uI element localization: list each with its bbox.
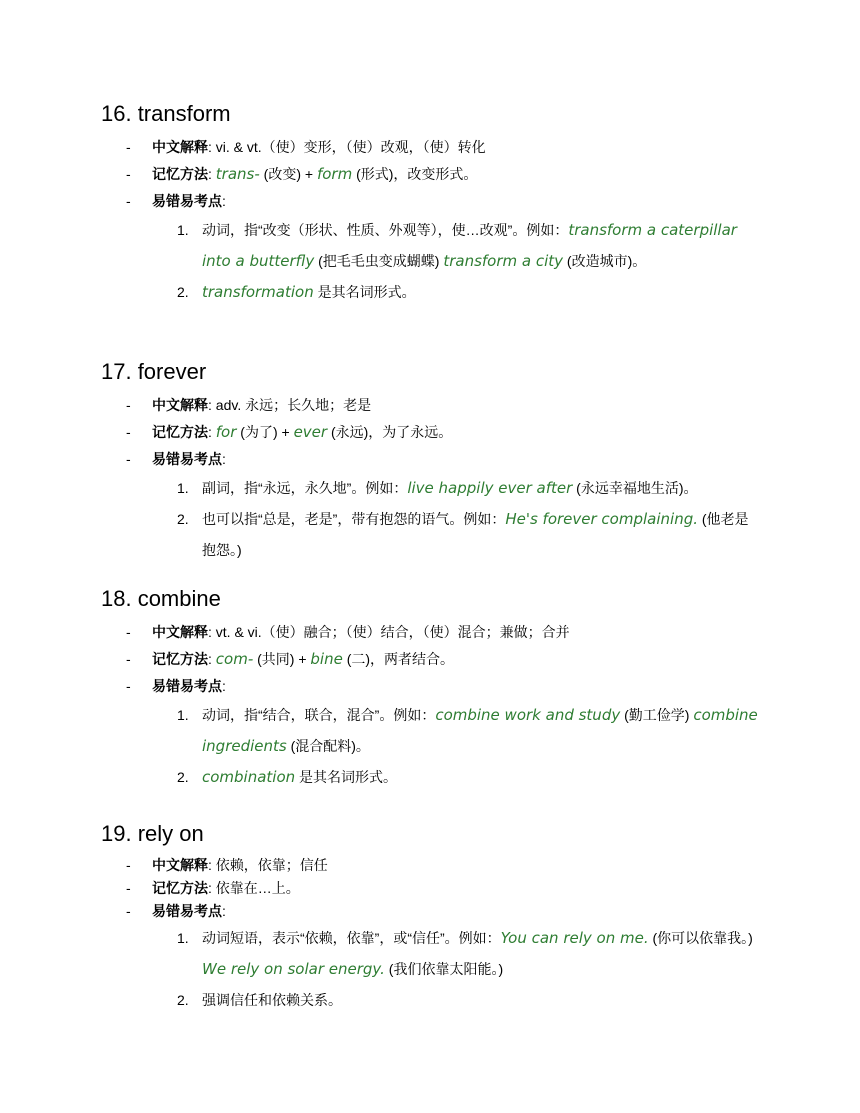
point-number: 2. xyxy=(177,992,189,1008)
text-run: 强调信任和依赖关系。 xyxy=(202,992,342,1008)
english-example: We rely on solar energy. xyxy=(202,960,385,978)
point-text xyxy=(202,769,397,785)
point-number: 1. xyxy=(177,480,189,496)
meaning-line xyxy=(101,619,781,646)
point-number: 1. xyxy=(177,930,189,946)
meaning-label: 中文解释 xyxy=(152,139,208,155)
memory-text xyxy=(208,651,454,667)
point-item xyxy=(101,473,762,504)
english-example: You can rely on me. xyxy=(500,929,649,947)
english-example: form xyxy=(316,165,353,183)
entry-heading: 16. transform xyxy=(101,101,231,126)
point-item xyxy=(101,985,762,1016)
bullet-dash: - xyxy=(126,397,131,413)
entry-heading: 18. combine xyxy=(101,586,221,611)
points-label: 易错易考点 xyxy=(152,193,222,209)
memory-line xyxy=(101,419,781,446)
meaning-text: : 依赖，依靠；信任 xyxy=(208,857,328,873)
bullet-dash: - xyxy=(126,166,131,182)
bullet-dash: - xyxy=(126,857,131,873)
points-label: 易错易考点 xyxy=(152,451,222,467)
english-example: combine ingredients xyxy=(202,706,758,755)
text-run: (把毛毛虫变成蝴蝶) xyxy=(314,253,444,269)
english-example: transform a caterpillar into a butterfly xyxy=(202,221,737,270)
text-run: 动词短语，表示“依赖，依靠”，或“信任”。例如： xyxy=(202,930,501,946)
memory-label: 记忆方法 xyxy=(152,651,208,667)
point-text xyxy=(202,992,342,1008)
vocab-entry-transform xyxy=(101,100,781,308)
text-run: (共同) + xyxy=(253,651,311,667)
point-number: 2. xyxy=(177,511,189,527)
point-number: 1. xyxy=(177,707,189,723)
memory-label: 记忆方法 xyxy=(152,880,208,896)
points-line xyxy=(101,446,781,473)
meaning-text: : vt. & vi.（使）融合；（使）结合，（使）混合；兼做；合并 xyxy=(208,624,570,640)
english-example: transformation xyxy=(202,283,314,301)
text-run: (永远)，为了永远。 xyxy=(327,424,453,440)
english-example: bine xyxy=(310,650,343,668)
memory-line xyxy=(101,161,781,188)
bullet-dash: - xyxy=(126,624,131,640)
point-item xyxy=(101,700,762,762)
english-example: combination xyxy=(202,768,296,786)
memory-line xyxy=(101,646,781,673)
point-number: 2. xyxy=(177,769,189,785)
text-run: (混合配料)。 xyxy=(286,738,370,754)
text-run: 是其名词形式。 xyxy=(295,769,398,785)
memory-label: 记忆方法 xyxy=(152,424,208,440)
meaning-line xyxy=(101,854,781,877)
point-item xyxy=(101,215,762,277)
point-text xyxy=(202,222,737,269)
text-run: 动词，指“结合，联合，混合”。例如： xyxy=(202,707,436,723)
point-text xyxy=(202,480,698,496)
points-colon: : xyxy=(222,451,226,467)
text-run: (形式)，改变形式。 xyxy=(352,166,478,182)
bullet-dash: - xyxy=(126,139,131,155)
text-run: (二)，两者结合。 xyxy=(342,651,455,667)
meaning-text: : vi. & vt.（使）变形，（使）改观，（使）转化 xyxy=(208,139,486,155)
english-example: trans- xyxy=(215,165,260,183)
memory-line xyxy=(101,877,781,900)
english-example: com- xyxy=(215,650,254,668)
point-text xyxy=(202,284,416,300)
english-example: live happily ever after xyxy=(407,479,573,497)
text-run: (他老是抱怨。) xyxy=(202,511,749,558)
text-run: 副词，指“永远，永久地”。例如： xyxy=(202,480,408,496)
bullet-dash: - xyxy=(126,651,131,667)
bullet-dash: - xyxy=(126,903,131,919)
memory-text xyxy=(208,166,477,182)
text-run: (改造城市)。 xyxy=(563,253,647,269)
points-colon: : xyxy=(222,193,226,209)
point-text xyxy=(202,707,758,754)
points-colon: : xyxy=(222,903,226,919)
entry-heading: 19. rely on xyxy=(101,821,204,846)
text-run: 也可以指“总是，老是”，带有抱怨的语气。例如： xyxy=(202,511,506,527)
english-example: transform a city xyxy=(443,252,564,270)
memory-label: 记忆方法 xyxy=(152,166,208,182)
english-example: combine work and study xyxy=(435,706,621,724)
vocab-entry-rely-on xyxy=(101,820,781,1016)
points-label: 易错易考点 xyxy=(152,903,222,919)
point-item xyxy=(101,504,762,566)
points-line xyxy=(101,673,781,700)
memory-text xyxy=(208,424,452,440)
text-run: : xyxy=(208,651,216,667)
text-run: : xyxy=(208,424,216,440)
english-example: for xyxy=(215,423,237,441)
text-run: (永远幸福地生活)。 xyxy=(572,480,698,496)
point-number: 1. xyxy=(177,222,189,238)
bullet-dash: - xyxy=(126,880,131,896)
point-text xyxy=(202,511,749,558)
meaning-text: : adv. 永远；长久地；老是 xyxy=(208,397,372,413)
meaning-label: 中文解释 xyxy=(152,624,208,640)
vocab-entry-combine xyxy=(101,585,781,793)
text-run: (我们依靠太阳能。) xyxy=(384,961,504,977)
bullet-dash: - xyxy=(126,678,131,694)
meaning-label: 中文解释 xyxy=(152,857,208,873)
memory-text xyxy=(208,880,300,896)
text-run: (勤工俭学) xyxy=(620,707,694,723)
point-item xyxy=(101,923,762,985)
english-example: He's forever complaining. xyxy=(505,510,698,528)
points-colon: : xyxy=(222,678,226,694)
bullet-dash: - xyxy=(126,424,131,440)
entry-heading: 17. forever xyxy=(101,359,207,384)
vocab-entry-forever xyxy=(101,358,781,566)
point-number: 2. xyxy=(177,284,189,300)
points-line xyxy=(101,900,781,923)
text-run: : 依靠在…上。 xyxy=(208,880,300,896)
points-line xyxy=(101,188,781,215)
meaning-line xyxy=(101,134,781,161)
bullet-dash: - xyxy=(126,451,131,467)
point-item xyxy=(101,277,762,308)
point-text xyxy=(202,930,753,977)
text-run: (你可以依靠我。) xyxy=(648,930,753,946)
points-label: 易错易考点 xyxy=(152,678,222,694)
english-example: ever xyxy=(293,423,328,441)
point-item xyxy=(101,762,762,793)
text-run: 动词，指“改变（形状、性质、外观等），使…改观”。例如： xyxy=(202,222,569,238)
meaning-line xyxy=(101,392,781,419)
text-run: (为了) + xyxy=(236,424,294,440)
text-run: 是其名词形式。 xyxy=(313,284,416,300)
bullet-dash: - xyxy=(126,193,131,209)
text-run: (改变) + xyxy=(259,166,317,182)
meaning-label: 中文解释 xyxy=(152,397,208,413)
text-run: : xyxy=(208,166,216,182)
